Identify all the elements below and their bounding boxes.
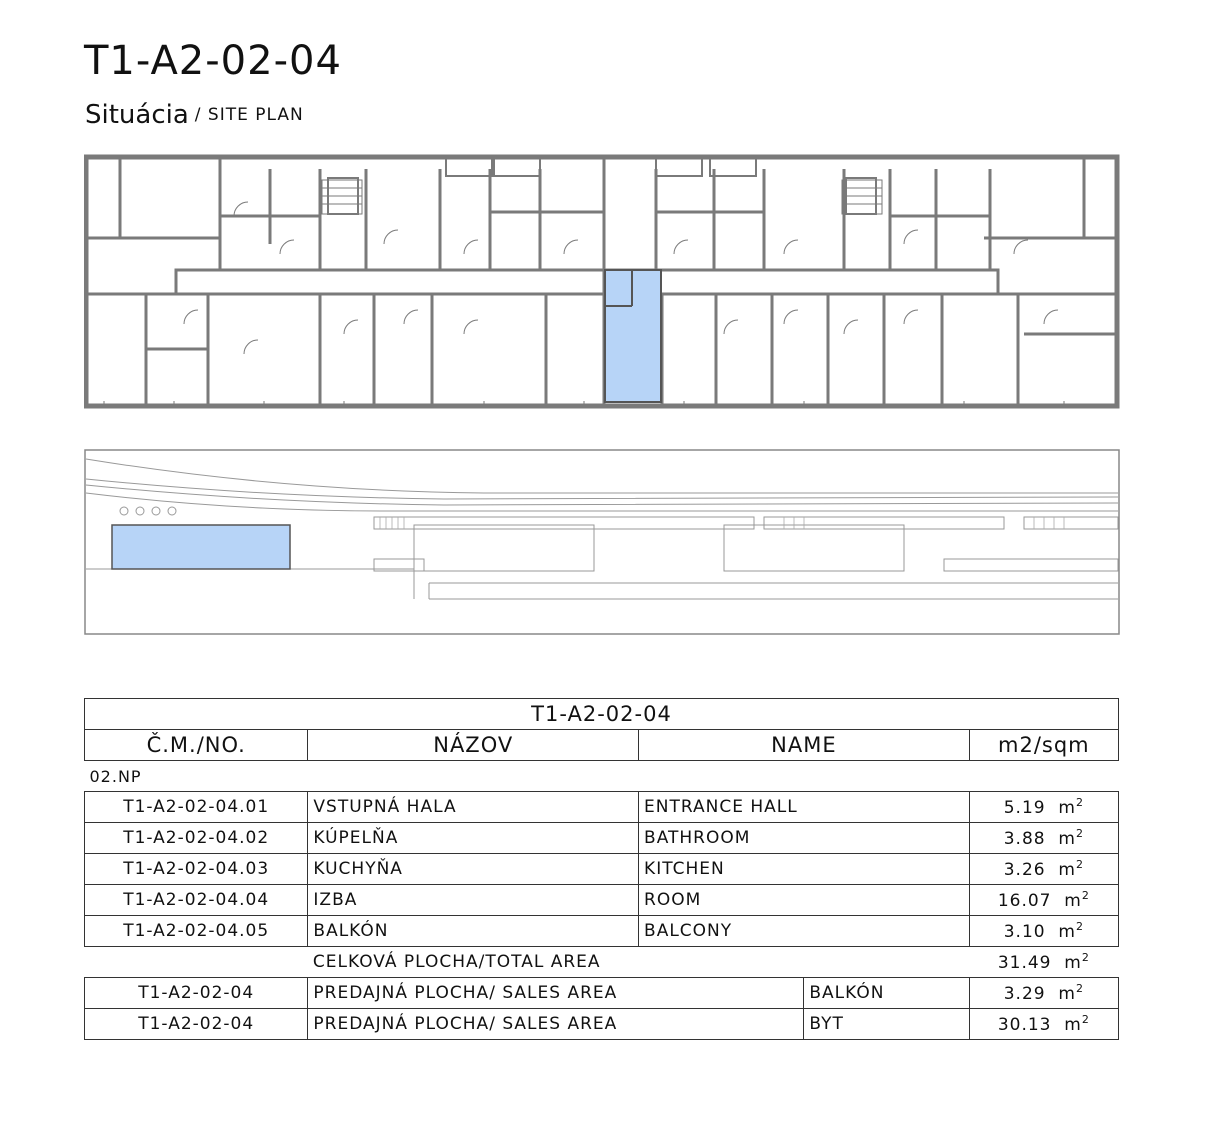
room-no: T1-A2-02-04.05 bbox=[85, 916, 308, 947]
sales-row bbox=[85, 1009, 1119, 1040]
sales-label: PREDAJNÁ PLOCHA/ SALES AREA bbox=[308, 1009, 804, 1040]
room-area: 16.07 $m^2$ bbox=[969, 885, 1118, 916]
site-plan bbox=[84, 449, 1120, 635]
room-nazov: KUCHYŇA bbox=[308, 854, 639, 885]
room-nazov: KÚPELŇA bbox=[308, 823, 639, 854]
section-subtitle bbox=[85, 100, 304, 130]
floor-plan bbox=[84, 154, 1120, 410]
room-no: T1-A2-02-04.02 bbox=[85, 823, 308, 854]
header-no: Č.M./NO. bbox=[85, 730, 308, 761]
subtitle-sk: Situácia bbox=[85, 100, 189, 130]
room-name: ROOM bbox=[639, 885, 970, 916]
room-name: KITCHEN bbox=[639, 854, 970, 885]
table-row bbox=[85, 823, 1119, 854]
room-name: ENTRANCE HALL bbox=[639, 792, 970, 823]
subtitle-en: / SITE PLAN bbox=[194, 105, 304, 125]
room-no: T1-A2-02-04.03 bbox=[85, 854, 308, 885]
room-area: 3.10 $m^2$ bbox=[969, 916, 1118, 947]
header-name: NAME bbox=[639, 730, 970, 761]
sales-type: BYT bbox=[804, 1009, 969, 1040]
highlighted-building bbox=[112, 525, 290, 569]
room-area: 5.19 $m^2$ bbox=[969, 792, 1118, 823]
header-area: m2/sqm bbox=[969, 730, 1118, 761]
room-no: T1-A2-02-04.01 bbox=[85, 792, 308, 823]
table-row bbox=[85, 885, 1119, 916]
sales-no: T1-A2-02-04 bbox=[85, 1009, 308, 1040]
total-label: CELKOVÁ PLOCHA/TOTAL AREA bbox=[312, 952, 601, 972]
room-area: 3.88 $m^2$ bbox=[969, 823, 1118, 854]
sales-label: PREDAJNÁ PLOCHA/ SALES AREA bbox=[308, 978, 804, 1009]
sales-area: 30.13 $m^2$ bbox=[969, 1009, 1118, 1040]
sales-type: BALKÓN bbox=[804, 978, 969, 1009]
room-nazov: IZBA bbox=[308, 885, 639, 916]
room-nazov: BALKÓN bbox=[308, 916, 639, 947]
total-area: 31.49 $m^2$ bbox=[997, 951, 1090, 973]
area-table bbox=[84, 698, 1119, 1040]
room-name: BATHROOM bbox=[639, 823, 970, 854]
sales-row bbox=[85, 978, 1119, 1009]
room-name: BALCONY bbox=[639, 916, 970, 947]
unit-title: T1-A2-02-04 bbox=[84, 38, 342, 84]
room-nazov: VSTUPNÁ HALA bbox=[308, 792, 639, 823]
total-row bbox=[85, 947, 1119, 978]
table-row bbox=[85, 854, 1119, 885]
header-nazov: NÁZOV bbox=[308, 730, 639, 761]
table-caption: T1-A2-02-04 bbox=[85, 699, 1119, 730]
floor-label: 02.NP bbox=[89, 766, 142, 786]
room-area: 3.26 $m^2$ bbox=[969, 854, 1118, 885]
sales-no: T1-A2-02-04 bbox=[85, 978, 308, 1009]
table-row bbox=[85, 916, 1119, 947]
table-row bbox=[85, 792, 1119, 823]
sales-area: 3.29 $m^2$ bbox=[969, 978, 1118, 1009]
room-no: T1-A2-02-04.04 bbox=[85, 885, 308, 916]
